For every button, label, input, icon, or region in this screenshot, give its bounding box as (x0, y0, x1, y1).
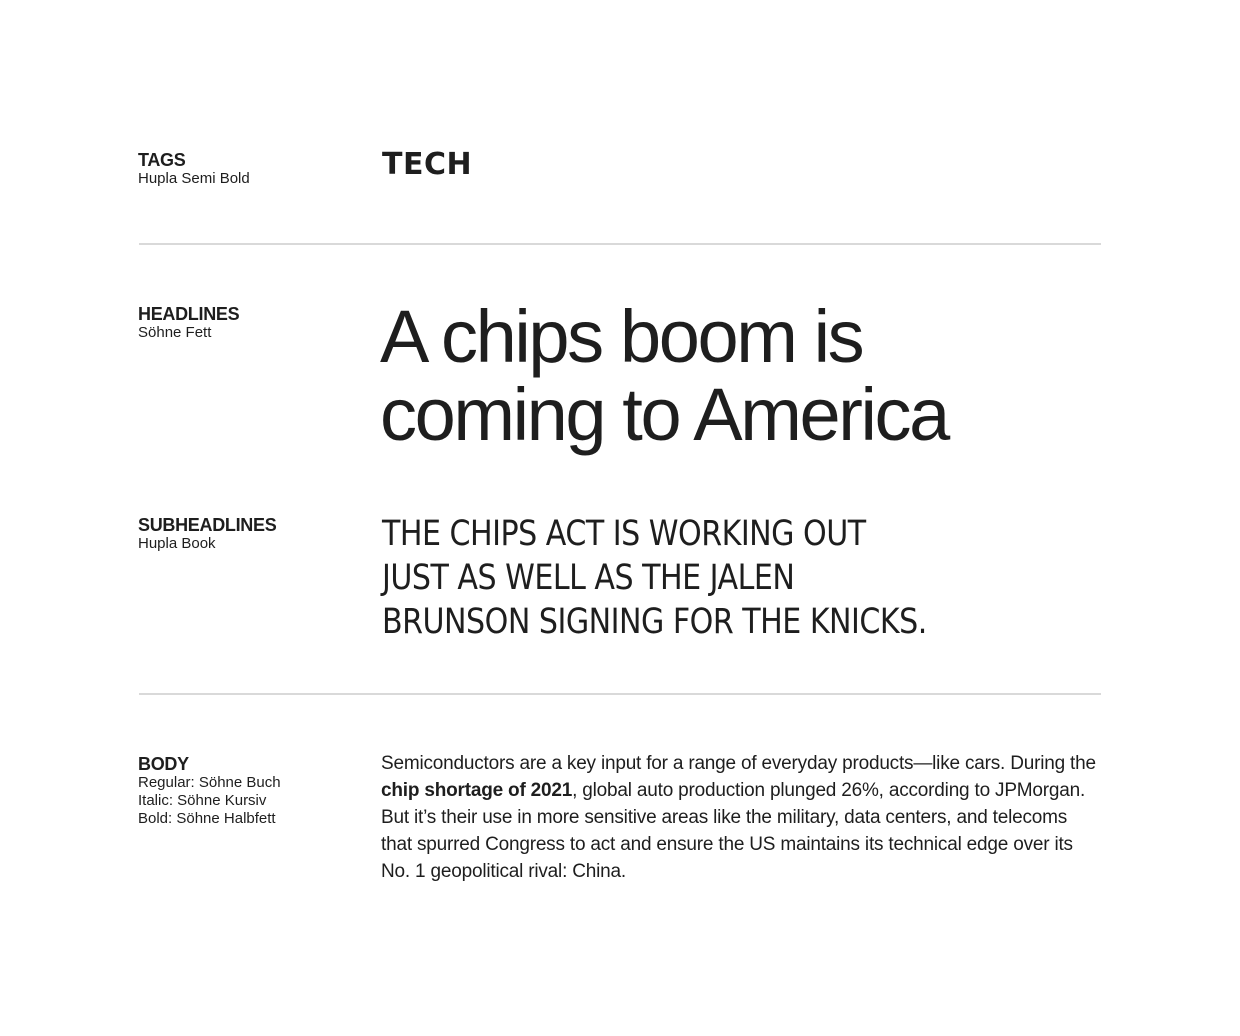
body-text-after-bold: , global auto production plunged 26%, according to JPMorgan. But it’s their use in more sensitive areas like the military, data centers, and telecoms that spurred Congress to act and ensure the US maintains its technical edge over its No. 1 geopolitical rival: China. (381, 780, 1086, 882)
headline-line-2: coming to America (380, 373, 948, 456)
tags-label: TAGS (138, 150, 186, 170)
headline-line-1: A chips boom is (380, 295, 863, 378)
body-font-bold: Bold: Söhne Halbfett (138, 810, 276, 827)
headlines-label: HEADLINES (138, 304, 240, 324)
divider-bottom (139, 693, 1101, 695)
headline-sample (380, 295, 1100, 456)
subheadlines-font-name: Hupla Book (138, 535, 216, 552)
divider-top (139, 243, 1101, 245)
tags-font-name: Hupla Semi Bold (138, 170, 250, 187)
subheadlines-label: SUBHEADLINES (138, 515, 277, 535)
subheadline-sample (382, 512, 1096, 644)
body-font-italic: Italic: Söhne Kursiv (138, 792, 267, 809)
tag-sample: TECH (382, 147, 473, 182)
body-text-before-bold: Semiconductors are a key input for a range of everyday products—like cars. During the (381, 753, 1096, 774)
body-label: BODY (138, 754, 189, 774)
body-sample-paragraph (381, 750, 1101, 885)
headlines-font-name: Söhne Fett (138, 324, 212, 341)
subheadline-line-2: JUST AS WELL AS THE JALEN (382, 558, 795, 598)
body-text-bold: chip shortage of 2021 (381, 780, 573, 801)
subheadline-line-3: BRUNSON SIGNING FOR THE KNICKS. (382, 602, 927, 642)
subheadline-line-1: THE CHIPS ACT IS WORKING OUT (382, 514, 866, 554)
body-font-regular: Regular: Söhne Buch (138, 774, 281, 791)
